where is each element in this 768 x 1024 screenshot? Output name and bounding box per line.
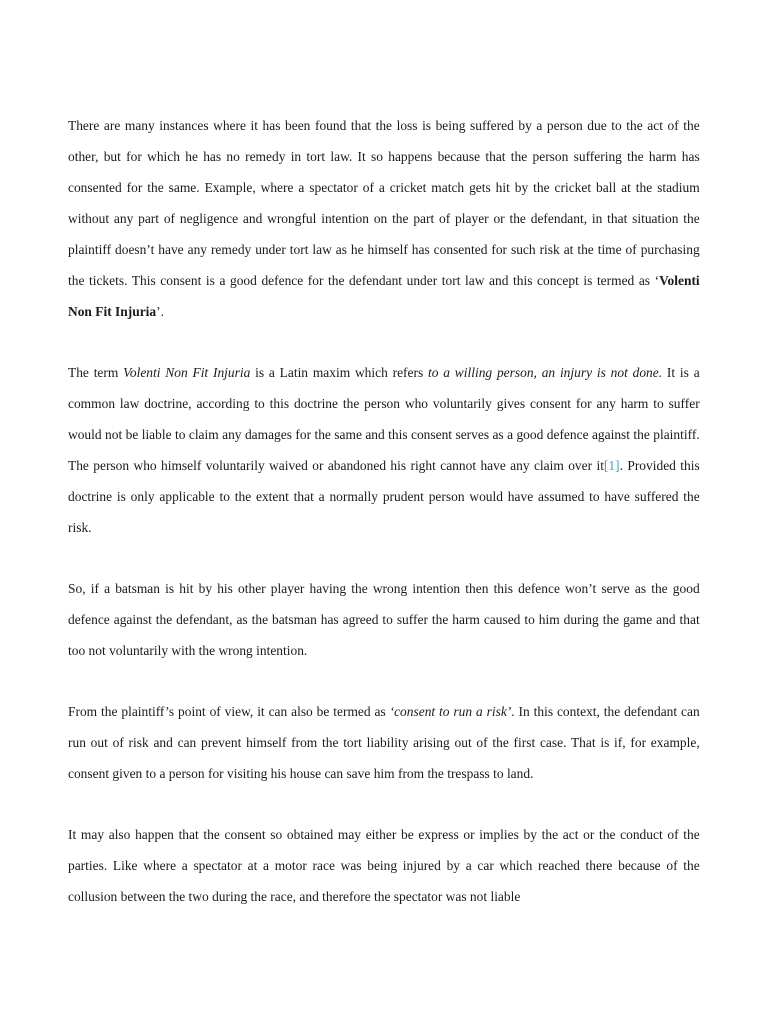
consent-phrase: ‘consent to run a risk’ — [389, 705, 512, 720]
paragraph-4-text-b: . In this context, the defendant can run out of risk and can prevent himself from the tort liability arising out of the first case. That is if, for example, consent given to a person for visiting his house can save him from the trespass to land. — [68, 705, 700, 782]
paragraph-1-text-b: ’. — [156, 305, 164, 320]
paragraph-5-text: It may also happen that the consent so obtained may either be express or implies by the act or the conduct of the parties. Like where a spectator at a motor race was being injured by a car which reached there because of the collusion between the two during the race, and therefore the spectator was not liable — [68, 828, 700, 905]
document-body — [68, 111, 700, 943]
paragraph-2-text-d: . Provided this doctrine is only applicable to the extent that a normally prudent person would have assumed to have suffered the risk. — [68, 459, 700, 536]
paragraph-2-text-a: The term — [68, 366, 124, 381]
paragraph-2-text-b: is a Latin maxim which refers — [250, 366, 429, 381]
paragraph-2 — [68, 358, 700, 544]
paragraph-5 — [68, 820, 700, 913]
term-volenti-italic: Volenti Non Fit Injuria — [123, 366, 251, 381]
footnote-link[interactable]: [1] — [603, 459, 620, 474]
paragraph-3 — [68, 574, 700, 667]
paragraph-1 — [68, 111, 700, 328]
paragraph-3-text: So, if a batsman is hit by his other player having the wrong intention then this defence won’t serve as the good defence against the defendant, as the batsman has agreed to suffer the harm caused to him during the game and that too not voluntarily with the wrong intention. — [68, 582, 700, 659]
paragraph-2-text-c: It is a common law doctrine, according to this doctrine the person who voluntarily gives consent for any harm to suffer would not be liable to claim any damages for the same and this consent serves as a good defence against the plaintiff. The person who himself voluntarily waived or abandoned his right cannot have any claim over it — [68, 366, 700, 474]
paragraph-4-text-a: From the plaintiff’s point of view, it can also be termed as — [68, 705, 390, 720]
maxim-meaning: to a willing person, an injury is not done. — [428, 366, 663, 381]
paragraph-1-text-a: There are many instances where it has been found that the loss is being suffered by a person due to the act of the other, but for which he has no remedy in tort law. It so happens because that the person suffering the harm has consented for the same. Example, where a spectator of a cricket match gets hit by the cricket ball at the stadium without any part of negligence and wrongful intention on the part of player or the defendant, in that situation the plaintiff doesn’t have any remedy under tort law as he himself has consented for such risk at the time of purchasing the tickets. This consent is a good defence for the defendant under tort law and this concept is termed as ‘ — [68, 119, 700, 289]
term-volenti-bold: Volenti Non Fit Injuria — [68, 274, 700, 320]
paragraph-4 — [68, 697, 700, 790]
